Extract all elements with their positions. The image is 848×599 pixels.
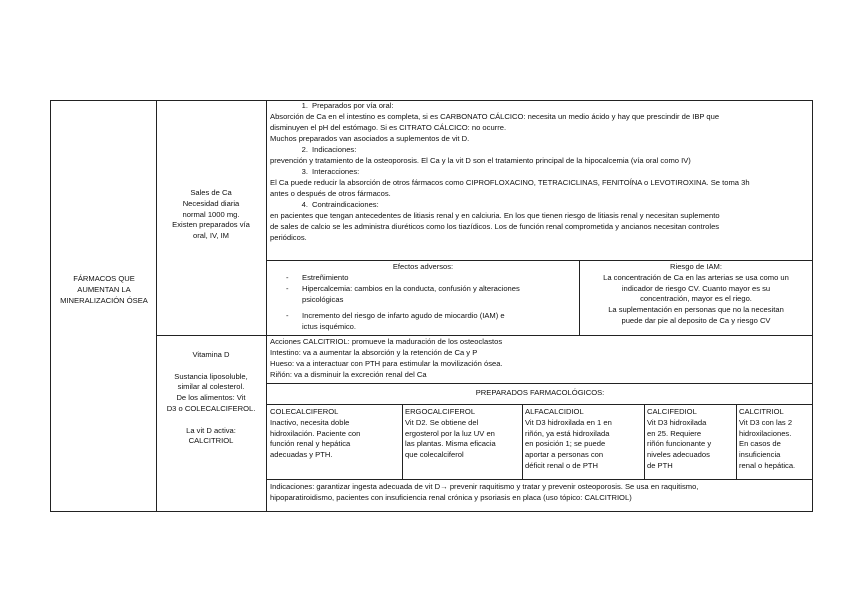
calcium-label-line: Existen preparados vía	[172, 220, 250, 230]
calcium-text: disminuyen el pH del estómago. Si es CITRATO CÁLCICO: no ocurre.	[270, 123, 507, 132]
prep-calcitriol	[739, 407, 812, 472]
col-divider-2	[266, 100, 267, 512]
vitd-indications: hipoparatiroidismo, pacientes con insuficiencia renal crónica y psoriasis en placa (uso tópico: CALCITRIOL)	[270, 493, 632, 502]
prep-line: aportar a personas con	[525, 450, 604, 460]
calcium-label-line: Necesidad diaria	[182, 198, 240, 208]
row-divider-actions-preps	[266, 383, 813, 384]
col-divider-adverse-iam	[579, 260, 580, 335]
vitd-label-line: D3 o COLECALCIFEROL.	[166, 403, 256, 413]
prep-calcifediol	[647, 407, 735, 472]
vitd-indications: Indicaciones: garantizar ingesta adecuada de vit D→ prevenir raquitismo y tratar y prevenir osteoporosis. Se usa en raquitismo,	[270, 482, 699, 491]
calcium-label-line: oral, IV, IM	[192, 231, 229, 241]
vitd-label	[158, 350, 264, 447]
vitd-label-line: Sustancia liposoluble,	[174, 371, 248, 381]
col-divider-1	[156, 100, 157, 512]
col-divider-prep-2	[522, 404, 523, 479]
prep-name: CALCITRIOL	[739, 407, 784, 416]
col-divider-prep-3	[644, 404, 645, 479]
prep-line: función renal y hepática	[270, 439, 351, 449]
calcium-text: en pacientes que tengan antecedentes de litiasis renal y en calciuria. En los que tienen riesgo de litiasis renal y necesitan suplemento	[270, 211, 720, 220]
prep-line: Vit D3 hidroxilada	[647, 417, 707, 427]
vitd-label-line: La vit D activa:	[186, 425, 236, 435]
vitd-label-line: De los alimentos: Vit	[176, 393, 246, 403]
iam-line: indicador de riesgo CV. Cuanto mayor es su	[621, 283, 771, 293]
calcium-label-line: normal 1000 mg.	[182, 209, 240, 219]
calcium-label	[158, 188, 264, 242]
prep-line: renal o hepática.	[739, 460, 796, 470]
iam-line: La concentración de Ca en las arterias se usa como un	[603, 272, 789, 282]
vitd-label-line: CALCITRIOL	[188, 436, 234, 446]
prep-line: ergosterol por la luz UV en	[405, 428, 495, 438]
adverse-item: - Incremento del riesgo de infarto agudo de miocardio (IAM) e	[286, 311, 505, 320]
prep-line: insuficiencia	[739, 450, 781, 460]
prep-line: Vit D3 hidroxilada en 1 en	[525, 417, 612, 427]
col-divider-prep-1	[402, 404, 403, 479]
calcium-text: antes o después de otros fármacos.	[270, 189, 391, 198]
prep-line: riñón funcionante y	[647, 439, 712, 449]
prep-title: PREPARADOS FARMACOLÓGICOS:	[475, 388, 605, 397]
prep-name: COLECALCIFEROL	[270, 407, 339, 416]
iam-title: Riesgo de IAM:	[670, 262, 722, 271]
prep-name: CALCIFEDIOL	[647, 407, 697, 416]
spacer	[158, 361, 264, 372]
adverse-title: Efectos adversos:	[392, 262, 454, 271]
iam-line: concentración, mayor es el riego.	[640, 294, 752, 304]
row-divider-indications	[266, 479, 813, 480]
prep-line: niveles adecuados	[647, 450, 710, 460]
vitd-action: Riñón: va a disminuir la excreción renal del Ca	[270, 370, 427, 379]
vitd-action: Acciones CALCITRIOL: promueve la maduración de los osteoclastos	[270, 337, 503, 346]
calcium-section-2: 2. Indicaciones:	[301, 145, 357, 154]
category-label: FÁRMACOS QUE AUMENTAN LA MINERALIZACIÓN ÓSEA	[60, 274, 148, 305]
row-divider-calcium-adverse	[266, 260, 813, 261]
prep-line: Vit D2. Se obtiene del	[405, 417, 479, 427]
calcium-section-4: 4. Contraindicaciones:	[301, 200, 379, 209]
prep-name: ERGOCALCIFEROL	[405, 407, 476, 416]
prep-name: ALFACALCIDIOL	[525, 407, 584, 416]
iam-line: puede dar pie al deposito de Ca y riesgo CV	[621, 315, 771, 325]
prep-line: hidroxilaciones.	[739, 428, 792, 438]
prep-line: adecuadas y PTH.	[270, 450, 333, 460]
prep-line: En casos de	[739, 439, 781, 449]
calcium-text: periódicos.	[270, 233, 307, 242]
prep-line: Vit D3 con las 2	[739, 417, 793, 427]
calcium-text: prevención y tratamiento de la osteoporosis. El Ca y la vit D son el tratamiento principal de la hipocalcemia (vía oral como IV)	[270, 156, 691, 165]
prep-line: en posición 1; se puede	[525, 439, 606, 449]
row-divider-calcium-vitd	[156, 335, 813, 336]
prep-line: en 25. Requiere	[647, 428, 702, 438]
calcium-section-1: 1. Preparados por vía oral:	[301, 101, 394, 110]
vitd-label-line: similar al colesterol.	[177, 382, 245, 392]
prep-line: de PTH	[647, 460, 673, 470]
adverse-item: - Hipercalcemia: cambios en la conducta, confusión y alteraciones	[286, 284, 520, 293]
prep-colecalciferol	[270, 407, 400, 461]
prep-line: Inactivo, necesita doble	[270, 417, 350, 427]
adverse-item-cont: ictus isquémico.	[302, 322, 357, 331]
prep-alfacalcidiol	[525, 407, 643, 472]
iam-risk	[581, 262, 811, 327]
vitd-action: Intestino: va a aumentar la absorción y la retención de Ca y P	[270, 348, 478, 357]
adverse-item-cont: psicológicas	[302, 295, 344, 304]
calcium-text: de sales de calcio se les administra diuréticos como los tiazídicos. Los de función renal comprometida y ancianos necesitan controles	[270, 222, 720, 231]
calcium-section-3: 3. Interacciones:	[301, 167, 360, 176]
prep-line: las plantas. Misma eficacia	[405, 439, 496, 449]
vitd-label-line: Vitamina D	[192, 350, 230, 359]
row-divider-prep-title	[266, 404, 813, 405]
vitd-action: Hueso: va a interactuar con PTH para estimular la movilización ósea.	[270, 359, 503, 368]
prep-line: hidroxilación. Paciente con	[270, 428, 361, 438]
prep-line: déficit renal o de PTH	[525, 460, 599, 470]
adverse-item: - Estreñimiento	[286, 273, 349, 282]
prep-ergocalciferol	[405, 407, 521, 461]
col-divider-prep-4	[736, 404, 737, 479]
iam-line: La suplementación en personas que no la necesitan	[608, 305, 784, 315]
calcium-label-line: Sales de Ca	[190, 188, 232, 197]
calcium-text: El Ca puede reducir la absorción de otros fármacos como CIPROFLOXACINO, TETRACICLINAS, FENITOÍNA o LEVOTIROXINA. Se toma 3h	[270, 178, 750, 187]
calcium-text: Muchos preparados van asociados a suplementos de vit D.	[270, 134, 470, 143]
prep-line: riñón, ya está hidroxilada	[525, 428, 610, 438]
spacer	[158, 415, 264, 426]
calcium-text: Absorción de Ca en el intestino es completa, si es CARBONATO CÁLCICO: necesita un medio ácido y hay que prescindir de IBP que	[270, 112, 720, 121]
prep-line: que colecalciferol	[405, 450, 464, 460]
